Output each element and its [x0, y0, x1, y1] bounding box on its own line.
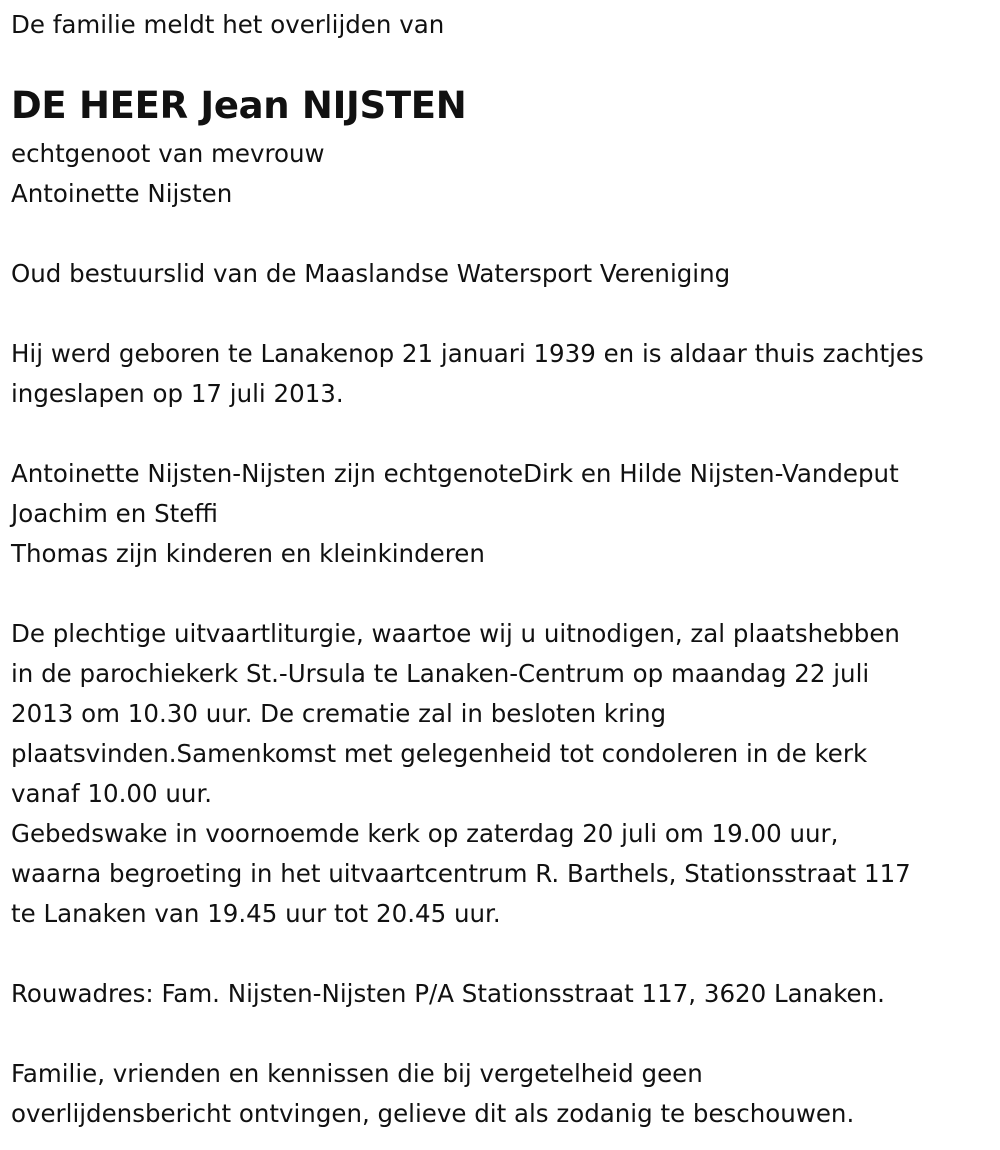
family-line-1: Antoinette Nijsten-Nijsten zijn echtgenoteDirk en Hilde Nijsten-Vandeput: [11, 459, 899, 488]
wake-line-1: Gebedswake in voornoemde kerk op zaterdag 20 juli om 19.00 uur,: [11, 819, 839, 848]
family-line-3: Thomas zijn kinderen en kleinkinderen: [11, 539, 485, 568]
wake-line-3: te Lanaken van 19.45 uur tot 20.45 uur.: [11, 899, 501, 928]
funeral-line-5: vanaf 10.00 uur.: [11, 779, 213, 808]
closing-line-2: overlijdensbericht ontvingen, gelieve dit als zodanig te beschouwen.: [11, 1099, 855, 1128]
spouse-line-1: echtgenoot van mevrouw: [11, 139, 325, 168]
intro-text: De familie meldt het overlijden van: [11, 10, 445, 39]
deceased-name-heading: DE HEER Jean NIJSTEN: [11, 84, 467, 127]
funeral-line-3: 2013 om 10.30 uur. De crematie zal in besloten kring: [11, 699, 667, 728]
funeral-line-2: in de parochiekerk St.-Ursula te Lanaken-Centrum op maandag 22 juli: [11, 659, 870, 688]
funeral-line-1: De plechtige uitvaartliturgie, waartoe wij u uitnodigen, zal plaatshebben: [11, 619, 900, 648]
wake-line-2: waarna begroeting in het uitvaartcentrum R. Barthels, Stationsstraat 117: [11, 859, 911, 888]
affiliation-text: Oud bestuurslid van de Maaslandse Watersport Vereniging: [11, 259, 731, 288]
spouse-line-2: Antoinette Nijsten: [11, 179, 233, 208]
birth-line-1: Hij werd geboren te Lanakenop 21 januari 1939 en is aldaar thuis zachtjes: [11, 339, 924, 368]
mourning-address: Rouwadres: Fam. Nijsten-Nijsten P/A Stationsstraat 117, 3620 Lanaken.: [11, 979, 885, 1008]
family-line-2: Joachim en Steffi: [11, 499, 218, 528]
closing-line-1: Familie, vrienden en kennissen die bij vergetelheid geen: [11, 1059, 703, 1088]
funeral-line-4: plaatsvinden.Samenkomst met gelegenheid tot condoleren in de kerk: [11, 739, 868, 768]
birth-line-2: ingeslapen op 17 juli 2013.: [11, 379, 344, 408]
